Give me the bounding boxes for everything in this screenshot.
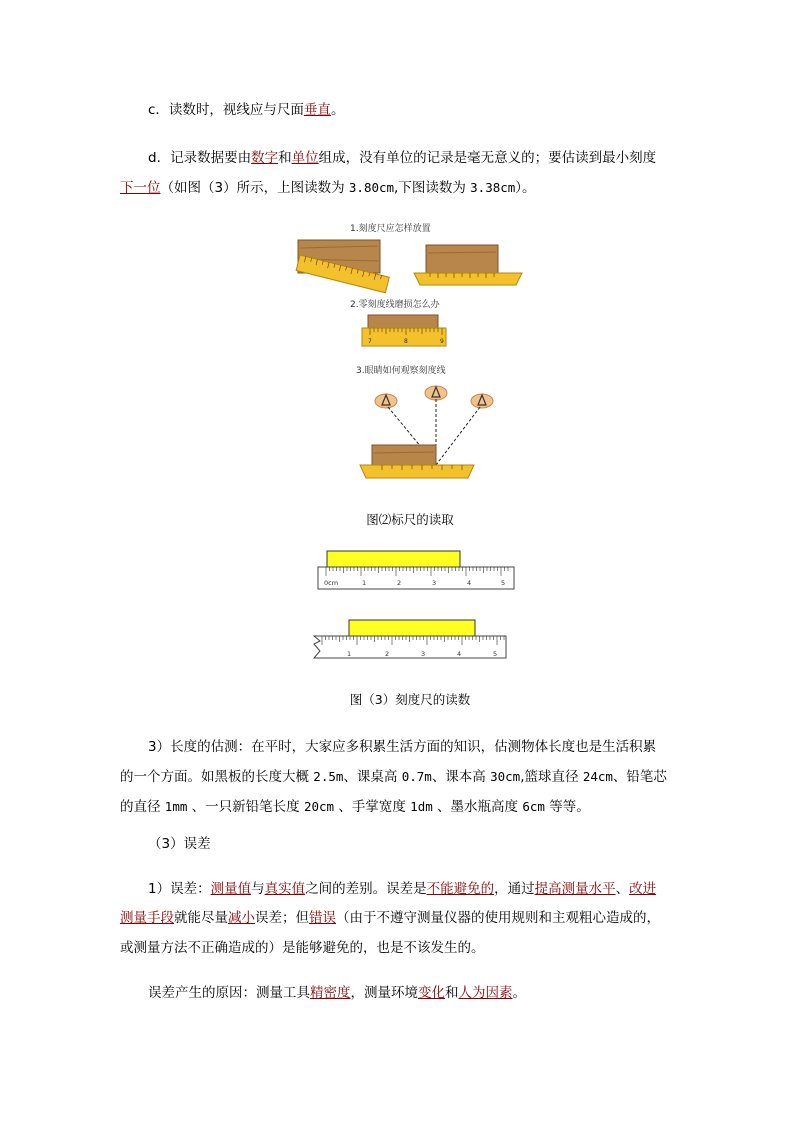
upper-reading-value: 3.80cm bbox=[348, 180, 395, 195]
error-line2 bbox=[120, 906, 660, 931]
heading-error: （3）误差 bbox=[148, 836, 211, 852]
para-d-text-f: ）。 bbox=[515, 180, 536, 196]
est-l3-e: 等等。 bbox=[544, 799, 590, 815]
est-l3-a: 的直径 bbox=[120, 799, 165, 815]
keyword-precision: 精密度 bbox=[310, 985, 351, 1001]
estimation-text-1: 3）长度的估测：在平时，大家应多积累生活方面的知识，估测物体长度也是生活积累 bbox=[148, 739, 657, 755]
upper-label-3: 3 bbox=[432, 579, 437, 587]
est-book-height: 30cm bbox=[490, 769, 521, 784]
figure2-step3-label: 3.眼睛如何观察刻度线 bbox=[356, 366, 446, 376]
cause-a: 误差产生的原因：测量工具 bbox=[148, 985, 310, 1001]
paragraph-d-line1 bbox=[148, 146, 656, 171]
est-basketball-diameter: 24cm bbox=[582, 769, 613, 784]
wood-block-right bbox=[426, 245, 498, 275]
lower-reading-value: 3.38cm bbox=[470, 180, 516, 195]
para-c-suffix: 。 bbox=[330, 102, 345, 118]
est-blackboard-length: 2.5m bbox=[313, 769, 344, 784]
para-c-text: c．读数时，视线应与尺面 bbox=[148, 102, 304, 118]
err-l1-d: ，通过 bbox=[494, 881, 535, 897]
est-pencil-length: 20cm bbox=[303, 799, 335, 814]
para-d-text-d: （如图（3）所示，上图读数为 bbox=[160, 180, 349, 196]
err-l2-a: 就能尽量 bbox=[174, 910, 228, 926]
estimation-line3 bbox=[120, 794, 590, 820]
est-l2-d: ,篮球直径 bbox=[520, 769, 583, 785]
keyword-next-digit: 下一位 bbox=[120, 180, 161, 196]
keyword-true-value: 真实值 bbox=[264, 881, 306, 897]
keyword-reduce: 减小 bbox=[228, 910, 255, 926]
para-d-text-b: 和 bbox=[278, 150, 292, 166]
est-l3-b: 、一只新铅笔长度 bbox=[187, 799, 304, 815]
lower-label-1: 1 bbox=[347, 650, 352, 658]
keyword-vertical: 垂直 bbox=[303, 102, 331, 118]
err-l1-e: 、 bbox=[615, 881, 630, 897]
cause-c: 和 bbox=[445, 985, 459, 1001]
err-l2-c: （由于不遵守测量仪器的使用规则和主观粗心造成的， bbox=[336, 910, 660, 926]
para-d-text-c: 组成，没有单位的记录是毫无意义的；要估读到最小刻度 bbox=[318, 150, 657, 166]
eye-icon-left bbox=[375, 394, 397, 408]
est-l2-c: 、课本高 bbox=[431, 769, 491, 785]
error-line3 bbox=[120, 936, 485, 961]
keyword-number: 数字 bbox=[251, 150, 279, 166]
cause-d: 。 bbox=[512, 985, 526, 1001]
est-l3-c: 、手掌宽度 bbox=[334, 799, 411, 815]
ruler-bottom bbox=[360, 465, 474, 478]
para-d-text-e: ,下图读数为 bbox=[394, 180, 471, 196]
err-l3: 或测量方法不正确造成的）是能够避免的，也是不该发生的。 bbox=[120, 940, 485, 956]
estimation-line1 bbox=[148, 735, 656, 760]
para-d-text-a: d．记录数据要由 bbox=[148, 150, 252, 166]
figure2-step1-label: 1.刻度尺应怎样放置 bbox=[350, 224, 431, 234]
keyword-improve-level: 提高测量水平 bbox=[534, 881, 616, 897]
estimation-line2 bbox=[120, 764, 667, 790]
est-l2-e: 、铅笔芯 bbox=[612, 769, 667, 785]
figure3-caption: 图（3）刻度尺的读数 bbox=[349, 692, 471, 707]
paragraph-c bbox=[148, 98, 344, 123]
keyword-change: 变化 bbox=[418, 985, 445, 1001]
est-lead-diameter: 1mm bbox=[164, 799, 188, 814]
upper-object-bar bbox=[327, 551, 460, 568]
paragraph-d-line2 bbox=[120, 175, 536, 201]
worn-tick-label-7: 7 bbox=[368, 338, 372, 345]
eye-icon-right bbox=[471, 394, 493, 408]
upper-label-4: 4 bbox=[467, 579, 472, 587]
keyword-improve: 改进 bbox=[629, 881, 657, 897]
upper-ruler bbox=[318, 567, 514, 589]
est-desk-height: 0.7m bbox=[401, 769, 432, 784]
keyword-mistake: 错误 bbox=[309, 910, 336, 926]
err-l1-b: 与 bbox=[251, 881, 265, 897]
keyword-unit: 单位 bbox=[291, 150, 319, 166]
lower-object-bar bbox=[349, 620, 475, 637]
figure2-caption: 图⑵标尺的读取 bbox=[366, 512, 454, 527]
keyword-measurement-means: 测量手段 bbox=[120, 910, 174, 926]
upper-label-0: 0cm bbox=[324, 579, 339, 587]
lower-label-4: 4 bbox=[457, 650, 462, 658]
worn-tick-label-8: 8 bbox=[404, 338, 408, 345]
cause-line bbox=[148, 981, 526, 1006]
keyword-unavoidable: 不能避免的 bbox=[426, 881, 495, 897]
figure2-step2-label: 2.零刻度线磨损怎么办 bbox=[350, 300, 440, 310]
keyword-measured-value: 测量值 bbox=[210, 881, 252, 897]
err-l2-b: 误差；但 bbox=[255, 910, 309, 926]
upper-label-2: 2 bbox=[397, 579, 402, 587]
est-l2-a: 的一个方面。如黑板的长度大概 bbox=[120, 769, 314, 785]
keyword-human-factor: 人为因素 bbox=[458, 985, 513, 1001]
lower-label-5: 5 bbox=[493, 650, 498, 658]
lower-label-2: 2 bbox=[385, 650, 390, 658]
error-line1 bbox=[148, 877, 656, 902]
err-l1-a: 1）误差： bbox=[148, 881, 211, 897]
wood-block-bottom bbox=[372, 445, 436, 467]
upper-label-1: 1 bbox=[362, 579, 367, 587]
eye-icon-middle bbox=[425, 386, 447, 400]
lower-label-3: 3 bbox=[421, 650, 426, 658]
err-l1-c: 之间的差别。误差是 bbox=[305, 881, 427, 897]
est-l2-b: 、课桌高 bbox=[343, 769, 402, 785]
cause-b: ，测量环境 bbox=[350, 985, 418, 1001]
figure-scale-reading bbox=[300, 545, 530, 670]
upper-label-5: 5 bbox=[501, 579, 506, 587]
est-l3-d: 、墨水瓶高度 bbox=[432, 799, 523, 815]
est-palm-width: 1dm bbox=[410, 799, 433, 814]
figure-ruler-reading bbox=[290, 215, 530, 495]
est-ink-bottle-height: 6cm bbox=[522, 799, 545, 814]
worn-tick-label-9: 9 bbox=[440, 338, 444, 345]
